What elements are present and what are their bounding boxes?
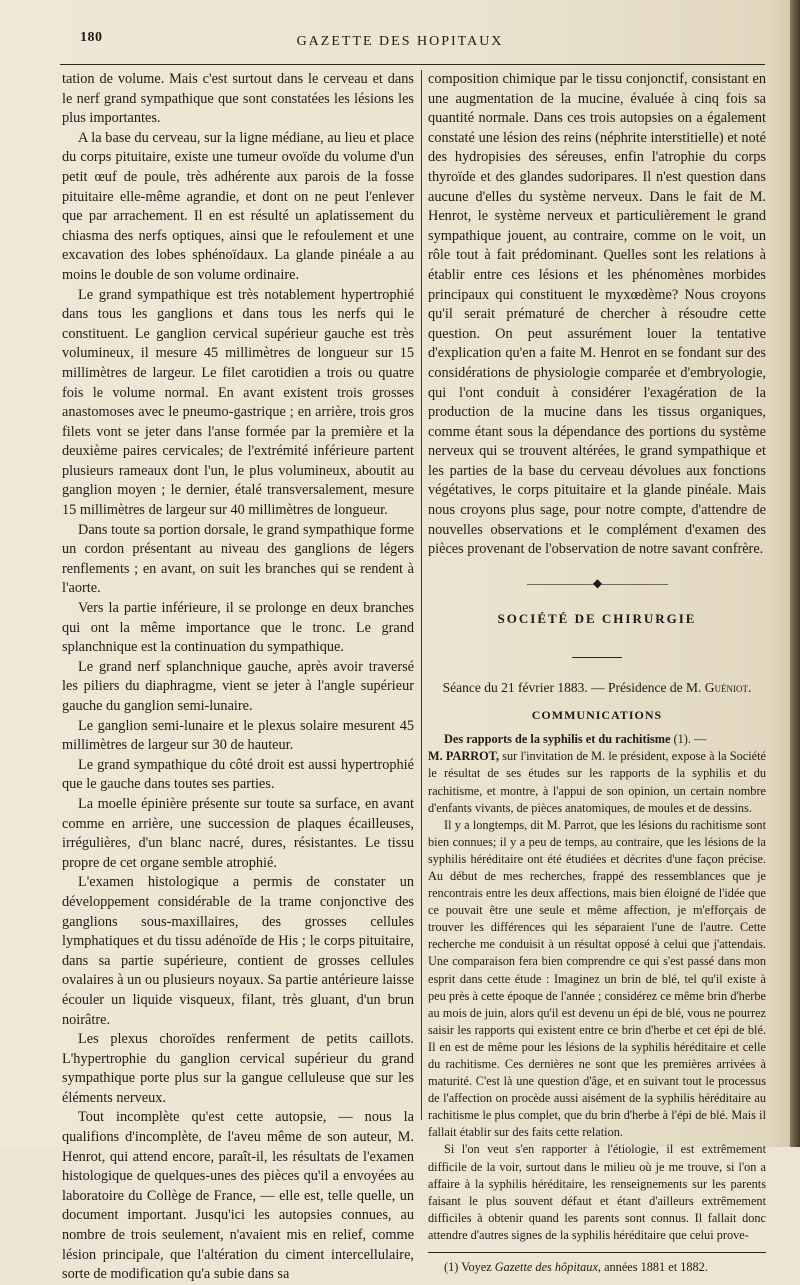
page-header — [40, 26, 760, 56]
paragraph: composition chimique par le tissu conjonctif, consistant en une augmentation de la mucine, évaluée à cinq fois sa quantité normale. Dans ces trois autopsies on a également constaté une lésion des reins (néphrite interstitielle) et noté des hydropisies des séreuses, enfin l'atrophie du corps thyroïde et des glandes sudoripares. Il n'est question dans aucune d'elles du système nerveux. Dans le fait de M. Henrot, le système nerveux et particulièrement le grand sympathique jouent, au contraire, comme on le voit, un rôle tout à fait prédominant. Quelles sont les relations à établir entre ces lésions et les phénomènes morbides principaux qui constituent le myxœdème? Nous croyons qu'il serait prématuré de chercher à résoudre cette question. On peut assurément louer la tentative d'explication qu'en a faite M. Henrot en se fondant sur des considérations de physiologie comparée et d'embryologie, qui l'ont conduit à considérer l'exagération de la production de la mucine dans les tissus organiques, comme étant sous la dépendance des portions du système nerveux qui se trouvent altérées, le grand sympathique et les parties de la base du cerveau dévolues aux fonctions végétatives, le corps pituitaire et la glande pinéale. Mais nous croyons plus sage, pour notre compte, d'attendre de nouvelles observations et le complément d'examen des pièces provenant de l'observation de notre savant confrère. — [428, 71, 766, 558]
paragraph: A la base du cerveau, sur la ligne médiane, au lieu et place du corps pituitaire, existe une tumeur ovoïde du volume d'un petit œuf de poule, très adhérente aux parois de la fosse pituitaire elle-même agrandie, et dont on ne peut l'enlever que par arrachement. Il en est résulté un aplatissement du chiasma des nerfs optiques, ainsi que le refoulement et une excavation des lobes sphénoïdaux. La glande pinéale a au moins le double de son volume ordinaire. — [62, 129, 414, 283]
paragraph: Tout incomplète qu'est cette autopsie, — nous la qualifions d'incomplète, de l'aveu même de son auteur, M. Henrot, qui attend encore, paraît-il, les résultats de l'examen histologique de quelques-unes des pièces qu'il a envoyées au laboratoire du Collège de France, — elle est, telle quelle, un document important. Jusqu'ici les autopsies connues, au nombre de trois seulement, n'avaient mis en relief, comme lésion principale, que l'altération du ciment intercellulaire, sorte de modification qu'a subie dans sa — [62, 1109, 414, 1283]
paragraph: Vers la partie inférieure, il se prolonge en deux branches qui ont la même importance que le tronc. Le grand splanchnique est la continuation du sympathique. — [62, 600, 414, 656]
communication-intro-text: sur l'invitation de M. le président, expose à la Société le résultat de ses études sur les rapports de la syphilis et du rachitisme, et montre, à l'appui de son opinion, un certain nombre d'enfants vivants, de pièces anatomiques, de moules et de dessins. — [428, 749, 766, 815]
journal-title: GAZETTE DES HOPITAUX — [296, 34, 504, 49]
page-number: 180 — [80, 30, 103, 45]
footnote-suffix: années 1881 et 1882. — [601, 1260, 708, 1275]
communication-intro — [428, 731, 766, 816]
paragraph: Il y a longtemps, dit M. Parrot, que les lésions du rachitisme sont bien connues; il y a peu de temps, au contraire, que les lésions de la syphilis héréditaire ont été étudiées et décrites d'une façon précise. Au début de mes recherches, frappé des ressemblances que je rencontrais entre les deux affections, mais bien éloigné de l'idée que ce pouvait être une seule et même affection, je m'efforçais de trouver les différences qui les séparaient l'une de l'autre. Cette recherche me conduisit à un résultat opposé à celui que j'attendais. Une comparaison fera bien comprendre ce qui s'est passé dans mon esprit dans cette étude : Imaginez un brin de blé, tel qu'il existe à peu près à cette époque de l'année ; considérez ce même brin d'herbe au mois de juin, alors qu'il est devenu un épi de blé, vous ne pourrez saisir les rapports qui existent entre ce brin d'herbe et cet épi de blé. Il en est de même pour les lésions de la syphilis héréditaire et celle du rachitisme. Ces dernières ne sont que les premières arrivées à maturité. C'est là une question d'âge, et en suivant tout le processus de l'affection on procède aussi aisément de la syphilis héréditaire au rachitisme le plus complet, que du brin d'herbe à l'épi de blé. Mais il fallait établir sur des faits cette relation. — [428, 817, 766, 1140]
left-column — [62, 70, 414, 1285]
paragraph: Le ganglion semi-lunaire et le plexus solaire mesurent 45 millimètres de largeur sur 30 de hauteur. — [62, 717, 414, 754]
column-divider — [421, 70, 422, 1120]
footnote-journal: Gazette des hôpitaux, — [494, 1260, 601, 1275]
paragraph: Si l'on veut s'en rapporter à l'étiologie, il est extrêmement difficile de la voir, surtout dans le milieu où je me trouve, si l'on a affaire à la syphilis héréditaire, les renseignements sur les parents faisant le plus souvent défaut et étant d'ailleurs extrêmement difficiles à obtenir quand les parents sont connus. Il fallait donc attendre d'autres signes de la syphilis héréditaire que celui prove- — [428, 1142, 766, 1242]
section-title: SOCIÉTÉ DE CHIRURGIE — [497, 611, 697, 627]
paragraph: tation de volume. Mais c'est surtout dans le cerveau et dans le nerf grand sympathique que sont constatées les lésions les plus importantes. — [62, 71, 414, 127]
footnote — [428, 1259, 766, 1275]
president-name: Guéniot. — [704, 680, 752, 696]
paragraph: Le grand nerf splanchnique gauche, après avoir traversé les piliers du diaphragme, vient se jeter à l'angle supérieur gauche du ganglion semi-lunaire. — [62, 658, 414, 714]
paragraph: Le grand sympathique du côté droit est aussi hypertrophié que le gauche dans toutes ses parties. — [62, 756, 414, 793]
seance-text: Séance du 21 février 1883. — Présidence de M. — [442, 680, 702, 696]
page-binding-edge — [790, 0, 800, 1147]
short-rule — [572, 657, 622, 658]
footnote-rule — [428, 1252, 766, 1253]
communication-author: M. PARROT, — [428, 749, 500, 764]
communications-heading: COMMUNICATIONS — [531, 707, 663, 722]
paragraph: L'examen histologique a permis de constater un développement considérable de la trame conjonctive des ganglions sous-maxillaires, des grosses cellules lymphatiques et du tissu adénoïde de His ; le corps pituitaire, dans sa partie supérieure, contient de grosses cellules ovalaires à un ou plusieurs noyaux. Sa partie antérieure laisse écouler un liquide visqueux, filant, très gluant, d'un brun noirâtre. — [62, 874, 414, 1028]
footnote-prefix: (1) Voyez — [444, 1260, 492, 1275]
seance-line — [428, 678, 766, 698]
paragraph: La moelle épinière présente sur toute sa surface, en avant comme en arrière, une succession de plaques écailleuses, irrégulières, d'un blanc nacré, dures, résistantes. Le tissu propre de cet organe semble atrophié. — [62, 795, 414, 871]
right-column — [428, 70, 766, 1275]
header-rule — [60, 64, 765, 65]
communication-title: Des rapports de la syphilis et du rachitisme — [444, 732, 671, 747]
paragraph: Le grand sympathique est très notablement hypertrophié dans tous les ganglions et dans tous les nerfs qui le constituent. Le ganglion cervical supérieur gauche est très volumineux, il mesure 45 millimètres de longueur sur 15 millimètres de largeur. Le filet carotidien a trois ou quatre fois le volume normal. En avant existent trois grosses anastomoses avec le pneumo-gastrique ; en arrière, trois gros filets vont se jeter dans l'anse formée par la première et la deuxième paires cervicales; de l'extrémité inférieure partent plusieurs rameaux dont l'un, le plus volumineux, aboutit au ganglion moyen ; le dernier, étalé transversalement, mesure 15 millimètres de largeur sur 40 millimètres de longueur. — [62, 286, 414, 519]
communication-note: (1). — — [670, 732, 707, 747]
paragraph: Les plexus choroïdes renferment de petits caillots. L'hypertrophie du ganglion cervical supérieur du grand sympathique porte plus sur la gangue celluleuse que sur les éléments nerveux. — [62, 1031, 414, 1106]
section-ornament: ——————◆—————— — [526, 575, 668, 590]
paragraph: Dans toute sa portion dorsale, le grand sympathique forme un cordon présentant au niveau des ganglions de légers renflements ; en avant, on suit les branches qui se rendent à l'aorte. — [62, 521, 414, 597]
